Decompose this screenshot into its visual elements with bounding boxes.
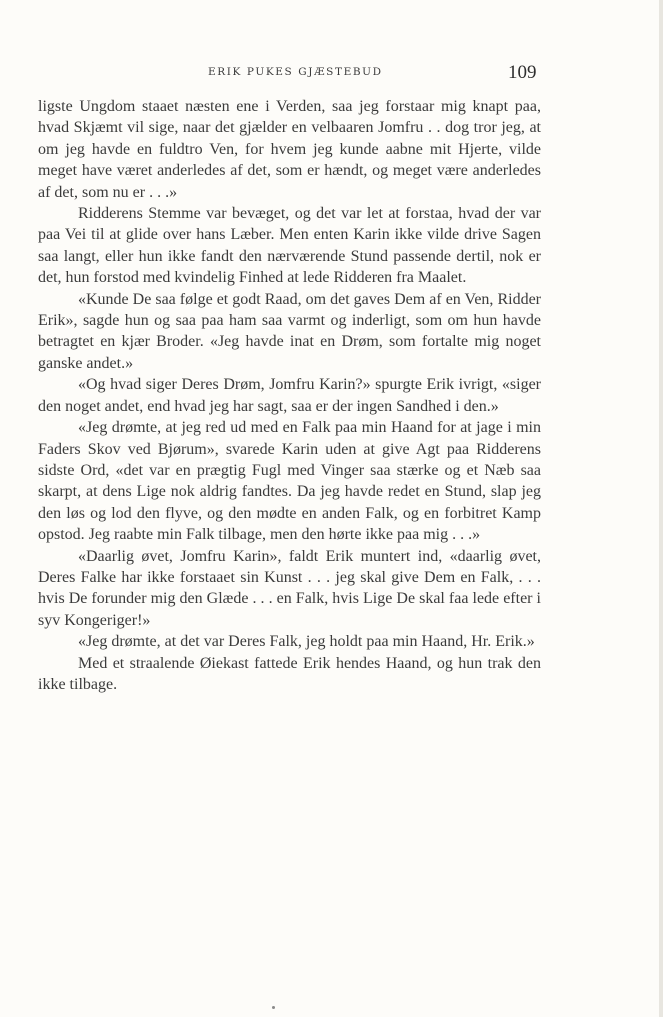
paragraph-1: ligste Ungdom staaet næsten ene i Verden, saa jeg forstaar mig knapt paa, hvad Skjæmt vil sige, naar det gjælder en velbaaren Jomfru . . dog tror jeg, at om jeg havde en fuldtro Ven, for hvem jeg kunde aabne mit Hjerte, vilde meget have været anderledes af det, som er hændt, og meget være anderledes af det, som nu er . . .» — [38, 98, 541, 201]
paragraph-8: Med et straalende Øiekast fattede Erik hendes Haand, og hun trak den ikke tilbage. — [38, 654, 541, 693]
paragraph-7: «Jeg drømte, at det var Deres Falk, jeg holdt paa min Haand, Hr. Erik.» — [78, 633, 535, 651]
page-edge — [659, 0, 663, 1017]
page-header — [0, 62, 663, 92]
paragraph-3: «Kunde De saa følge et godt Raad, om det gaves Dem af en Ven, Ridder Erik», sagde hun og saa paa ham saa varmt og inderligt, som om hun havde betragtet en kjær Broder. «Jeg havde inat en Drøm, som fortalte mig noget ganske andet.» — [38, 290, 541, 372]
running-title: ERIK PUKES GJÆSTEBUD — [208, 66, 383, 78]
paragraph-2: Ridderens Stemme var bevæget, og det var let at forstaa, hvad der var paa Vei til at glide over hans Læber. Men enten Karin ikke vilde drive Sagen saa langt, eller hun ikke fandt den nærværende Stund passende dertil, nok er det, hun forstod med kvindelig Finhed at lede Ridderen fra Maalet. — [38, 205, 541, 287]
paragraph-5: «Jeg drømte, at jeg red ud med en Falk paa min Haand for at jage i min Faders Skov ved Bjørum», svarede Karin uden at give Agt paa Ridderens sidste Ord, «det var en prægtig Fugl med Vinger saa stærke og et Næb saa skarpt, at dens Lige nok aldrig fandtes. Da jeg havde redet en Stund, slap jeg den løs og lod den flyve, og den mødte en anden Falk, og en forbitret Kamp opstod. Jeg raabte min Falk tilbage, men den hørte ikke paa mig . . .» — [38, 419, 541, 544]
paragraph-4: «Og hvad siger Deres Drøm, Jomfru Karin?» spurgte Erik ivrigt, «siger den noget andet, end hvad jeg har sagt, saa er der ingen Sandhed i den.» — [38, 376, 541, 415]
page-number: 109 — [508, 62, 537, 83]
paragraph-6: «Daarlig øvet, Jomfru Karin», faldt Erik muntert ind, «daarlig øvet, Deres Falke har ikke forstaaet sin Kunst . . . jeg skal give Dem en Falk, . . . hvis De forunder mig den Glæde . . . en Falk, hvis Lige De skal faa lede efter i syv Kongeriger!» — [38, 547, 541, 629]
paper-speck — [272, 1006, 275, 1009]
body-text — [38, 96, 541, 695]
